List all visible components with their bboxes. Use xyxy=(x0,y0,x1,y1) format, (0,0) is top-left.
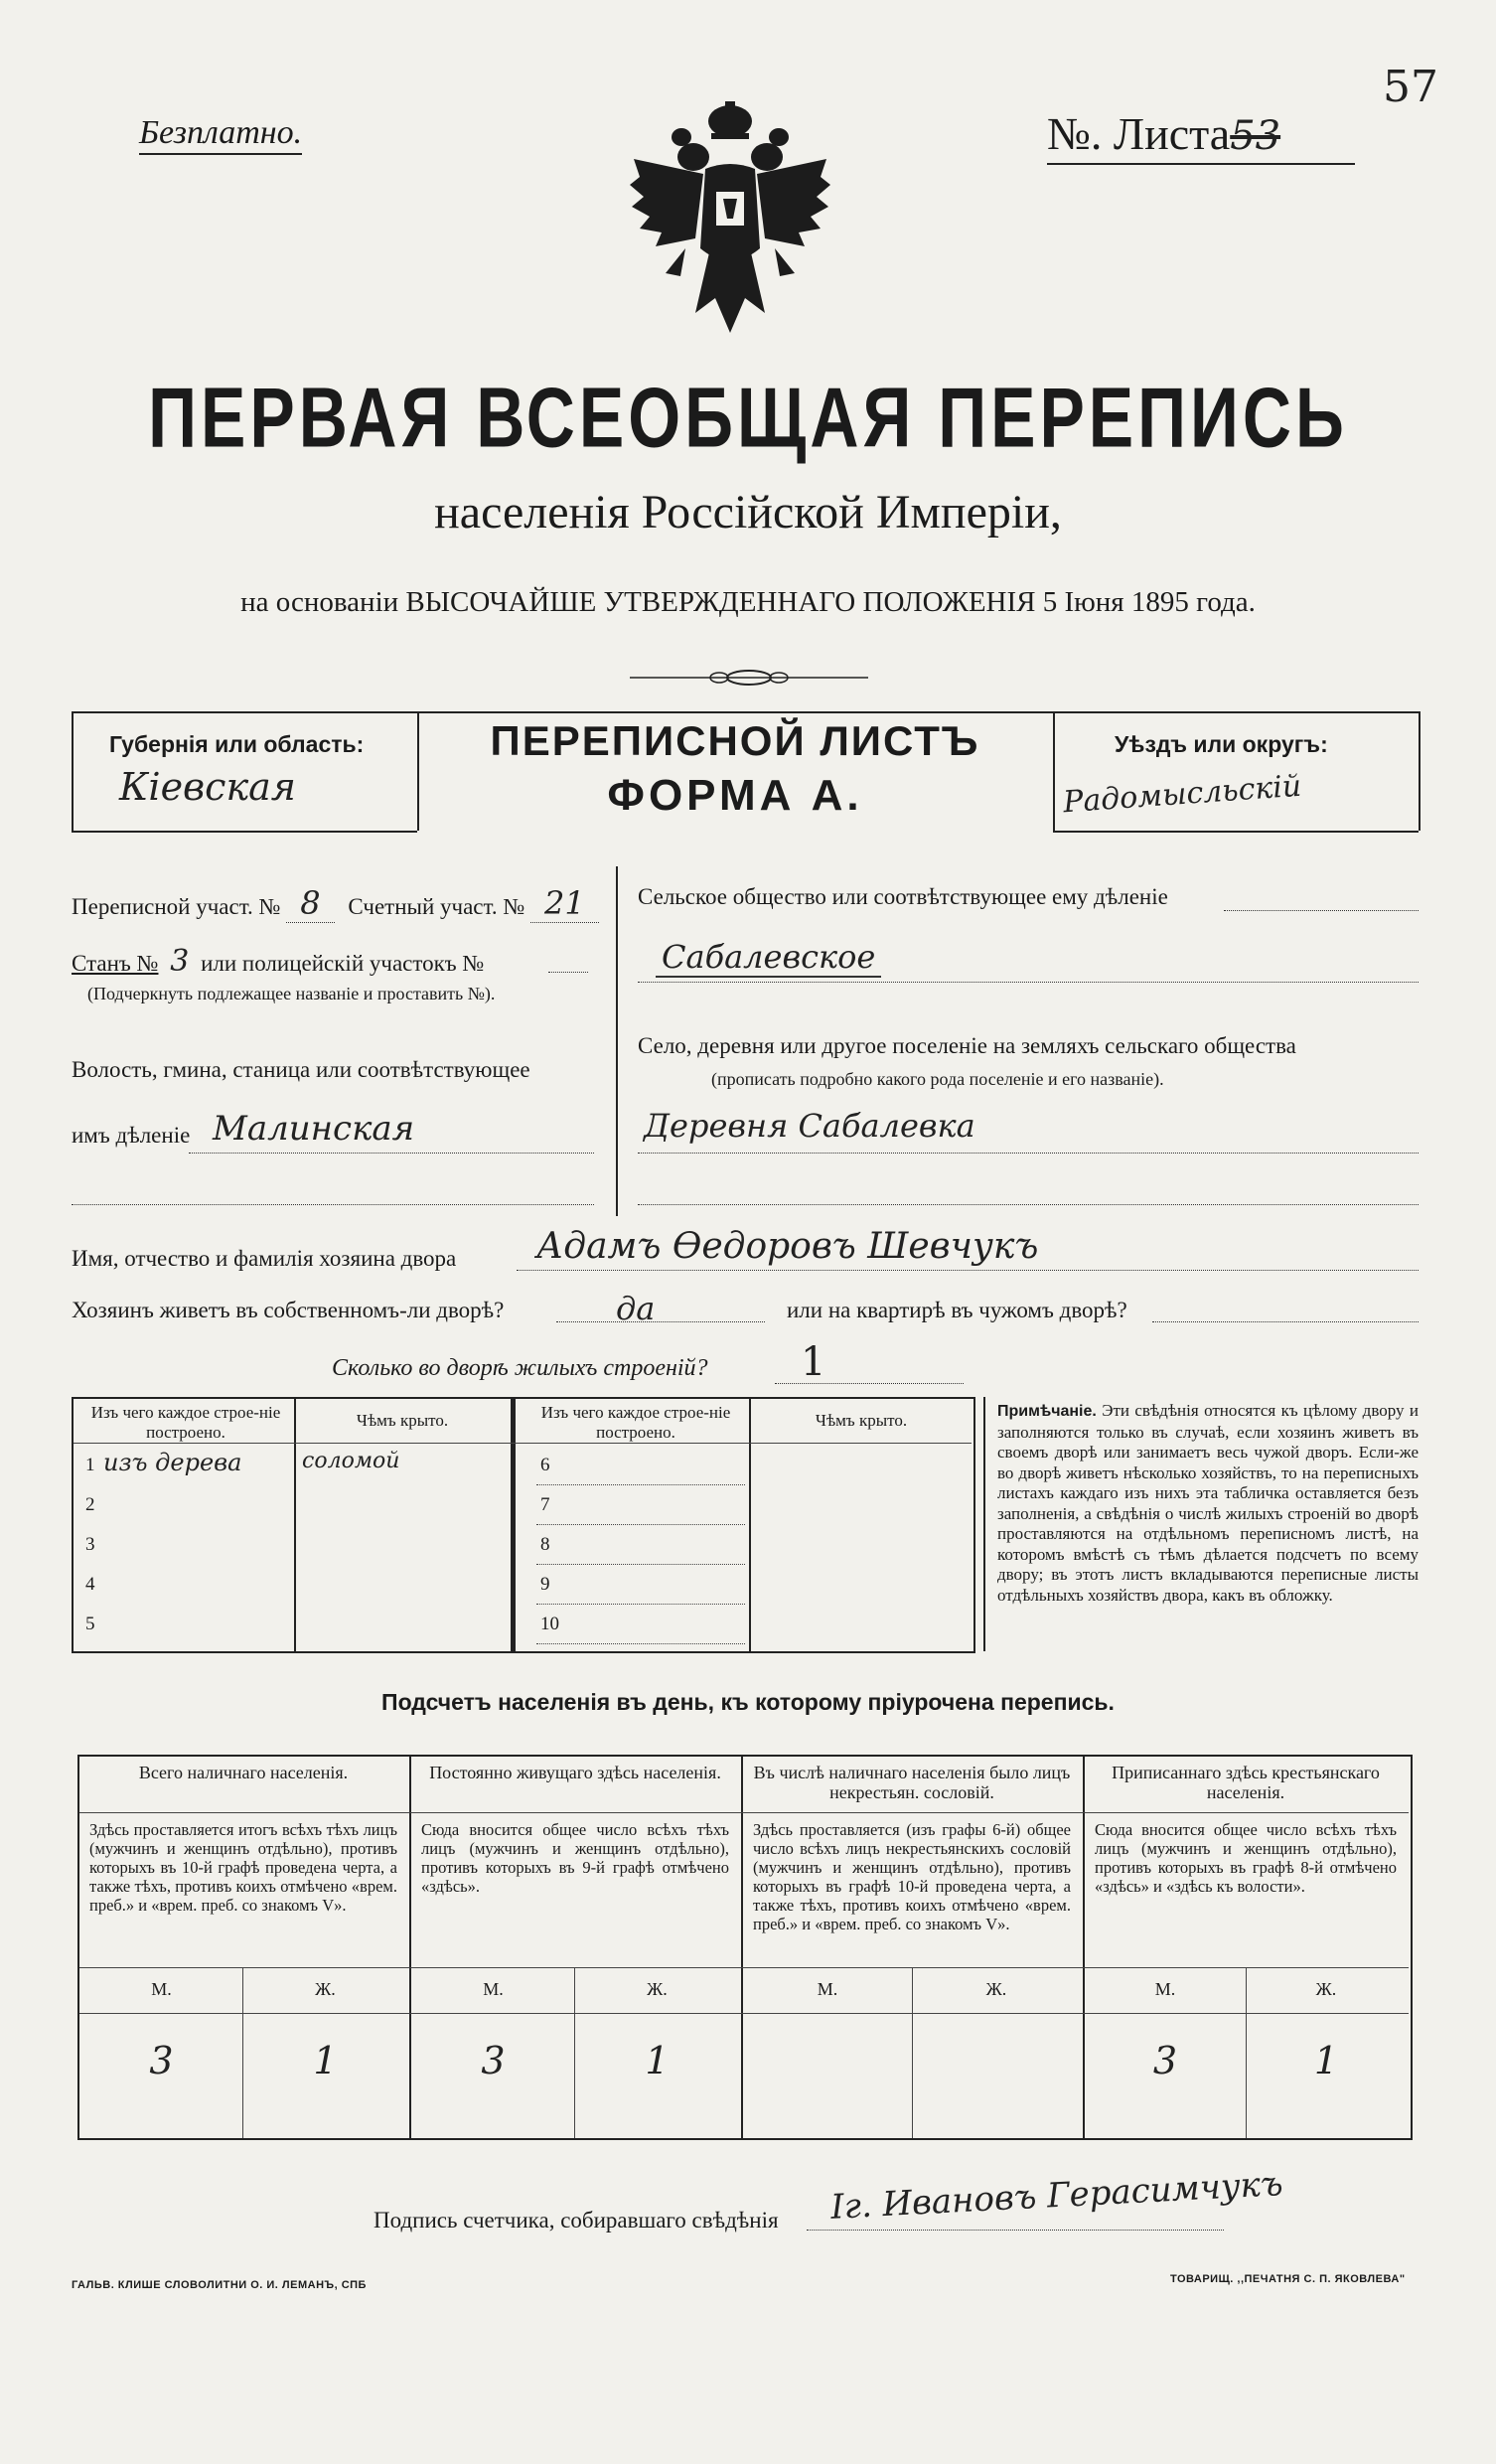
side-note-text: Эти свѣдѣнія относятся къ цѣлому двору и заполняются только въ случаѣ, если хозяинъ живетъ въ своемъ дворѣ или занимаетъ весь чужой дворъ. Если-же во дворѣ живетъ нѣсколько хозяйствъ, то на переписныхъ листахъ каждаго изъ нихъ эта табличка оставляется безъ заполненія, а свѣдѣнія о числѣ жилыхъ строеній во дворѣ проставляются на отдѣльномъ переписномъ листѣ, на которомъ вмѣстѣ съ тѣмъ дѣлается подсчетъ по всему двору; въ этотъ листъ вкладываются переписные листы отдѣльныхъ хозяйствъ двора, какъ въ обложку. xyxy=(997,1401,1419,1605)
header-right-edge xyxy=(1419,711,1421,831)
population-column-description: Сюда вносится общее число всѣхъ тѣхъ лицъ (мужчинъ и женщинъ отдѣльно), противъ которыхъ въ 9-й графѣ отмѣчено «здѣсь». xyxy=(421,1820,729,1896)
buildings-col-material-right: Изъ чего каждое строе-ніе построено. xyxy=(540,1403,731,1442)
village-note: (прописать подробно какого рода поселеніе и его названіе). xyxy=(711,1069,1164,1089)
owner-name-fill-line xyxy=(517,1270,1419,1271)
pop-mf-rule xyxy=(79,2013,1409,2014)
owner-name-value: Адамъ Өедоровъ Шевчукъ xyxy=(536,1226,1039,1267)
population-male-value: 3 xyxy=(1152,2039,1178,2082)
population-column-title: Всего наличнаго населенія. xyxy=(138,1763,349,1782)
signature-label: Подпись счетчика, собиравшаго свѣдѣнія xyxy=(374,2208,779,2233)
population-male-label: М. xyxy=(817,1979,838,1999)
buildings-row-number: 9 xyxy=(540,1574,550,1595)
pop-title-rule xyxy=(79,1812,1409,1813)
ornament-divider xyxy=(630,668,868,688)
schetny-label: Счетный участ. № xyxy=(348,894,525,919)
population-heading: Подсчетъ населенія въ день, къ которому пріурочена перепись. xyxy=(381,1689,1115,1715)
pop-desc-rule xyxy=(79,1967,1409,1968)
uezd-label: Уѣздъ или округъ: xyxy=(1115,731,1328,757)
buildings-row-roof: соломой xyxy=(302,1449,400,1473)
population-male-label: М. xyxy=(151,1979,172,1999)
buildings-table-col-3 xyxy=(749,1397,751,1651)
gubernia-label: Губернія или область: xyxy=(109,731,365,757)
society-fill-line-1 xyxy=(1224,910,1419,911)
population-female-label: Ж. xyxy=(647,1979,668,1999)
schetny-value: 21 xyxy=(530,884,599,923)
header-top-rule xyxy=(72,711,1419,713)
buildings-table-col-1 xyxy=(294,1397,296,1651)
buildings-col-roof-right: Чѣмъ крыто. xyxy=(815,1411,908,1430)
buildings-row-number: 8 xyxy=(540,1534,550,1555)
buildings-table-center-divider xyxy=(511,1397,516,1651)
population-female-label: Ж. xyxy=(985,1979,1007,1999)
buildings-row-number: 5 xyxy=(85,1614,95,1634)
uchastok-field xyxy=(72,884,599,922)
population-column-title: Въ числѣ наличнаго населенія было лицъ некрестьян. сословій. xyxy=(753,1763,1071,1802)
volost-value: Малинская xyxy=(213,1109,415,1149)
page-number: 57 xyxy=(1383,62,1438,112)
society-value: Сабалевское xyxy=(656,938,881,978)
population-column-description: Здѣсь проставляется итогъ всѣхъ тѣхъ лицъ (мужчинъ и женщинъ отдѣльно), противъ которыхъ въ 10-й графѣ проведена черта, а также тѣхъ, противъ коихъ отмѣчено «врем. преб.» и «врем. преб. со знакомъ V». xyxy=(89,1820,397,1915)
buildings-count-label: Сколько во дворѣ жилыхъ строеній? xyxy=(332,1355,708,1381)
village-fill-line-2 xyxy=(638,1204,1419,1205)
own-yard-fill-line xyxy=(556,1321,765,1322)
own-yard-label: Хозяинъ живетъ въ собственномъ-ли дворѣ? xyxy=(72,1298,505,1322)
buildings-count-value: 1 xyxy=(801,1339,826,1385)
village-value: Деревня Сабалевка xyxy=(644,1107,975,1145)
sheet-no-value: 53 xyxy=(1230,113,1281,159)
volost-label-1: Волость, гмина, станица или соотвѣтствующее xyxy=(72,1057,530,1082)
header-right-divider xyxy=(1053,711,1055,831)
buildings-row-number: 10 xyxy=(540,1614,559,1634)
village-fill-line-1 xyxy=(638,1153,1419,1154)
village-label: Село, деревня или другое поселеніе на земляхъ сельскаго общества xyxy=(638,1033,1296,1058)
buildings-row-rule xyxy=(536,1484,745,1485)
volost-label-2: имъ дѣленіе xyxy=(72,1123,191,1148)
footer-left: ГАЛЬВ. КЛИШЕ СЛОВОЛИТНИ О. И. ЛЕМАНЪ, СПБ xyxy=(72,2279,367,2291)
stan-field xyxy=(72,944,484,979)
buildings-row-rule xyxy=(536,1604,745,1605)
side-note-lead: Примѣчаніе. xyxy=(997,1403,1097,1420)
population-female-value: 1 xyxy=(1313,2039,1339,2082)
population-male-value: 3 xyxy=(149,2039,174,2082)
own-yard-value: да xyxy=(616,1290,656,1327)
stan-label: Станъ № xyxy=(72,951,159,976)
page-title: ПЕРВАЯ ВСЕОБЩАЯ ПЕРЕПИСЬ xyxy=(148,371,1348,466)
stan-note: (Подчеркнуть подлежащее названіе и проставить №). xyxy=(87,984,496,1003)
population-female-value: 1 xyxy=(313,2039,338,2082)
buildings-row-number: 6 xyxy=(540,1455,550,1475)
signature-value: Іг. Ивановъ Герасимчукъ xyxy=(829,2164,1284,2228)
header-left-edge xyxy=(72,711,74,831)
uezd-value: Радомысльскій xyxy=(1062,768,1303,821)
population-male-label: М. xyxy=(1154,1979,1176,1999)
police-label: или полицейскій участокъ № xyxy=(201,951,485,976)
volost-fill-line-1 xyxy=(189,1153,594,1154)
buildings-row-number: 4 xyxy=(85,1574,95,1595)
imperial-eagle-emblem xyxy=(626,99,834,348)
free-label: Безплатно. xyxy=(139,113,302,155)
buildings-table-header-rule xyxy=(74,1443,972,1444)
uchastok-label: Переписной участ. № xyxy=(72,894,281,919)
side-note xyxy=(997,1401,1419,1606)
side-note-left-rule xyxy=(983,1397,985,1651)
buildings-col-roof-left: Чѣмъ крыто. xyxy=(356,1411,449,1430)
header-left-bottom-rule xyxy=(72,831,417,833)
signature-fill-line xyxy=(807,2230,1224,2231)
rent-yard-label: или на квартирѣ въ чужомъ дворѣ? xyxy=(787,1298,1127,1322)
owner-name-label: Имя, отчество и фамилія хозяина двора xyxy=(72,1246,457,1271)
population-female-label: Ж. xyxy=(1315,1979,1337,1999)
basis-line: на основаніи ВЫСОЧАЙШЕ УТВЕРЖДЕННАГО ПОЛОЖЕНІЯ 5 Іюня 1895 года. xyxy=(240,586,1256,618)
population-column-description: Здѣсь проставляется (изъ графы 6-й) общее число всѣхъ лицъ некрестьянскихъ сословій (мужчинъ и женщинъ отдѣльно), противъ которыхъ въ графѣ 10-й проведена черта, а также тѣхъ, противъ коихъ отмѣчено «врем. преб.» и «врем. преб. со знакомъ V». xyxy=(753,1820,1071,1933)
population-column-title: Постоянно живущаго здѣсь населенія. xyxy=(429,1763,721,1782)
buildings-row-number: 7 xyxy=(540,1494,550,1515)
police-fill-line xyxy=(548,972,588,973)
population-male-value: 3 xyxy=(481,2039,506,2082)
buildings-row-number: 1 xyxy=(85,1455,95,1475)
buildings-row-number: 3 xyxy=(85,1534,95,1555)
volost-fill-line-2 xyxy=(72,1204,594,1205)
society-label: Сельское общество или соотвѣтствующее ему дѣленіе xyxy=(638,884,1168,909)
population-male-label: М. xyxy=(483,1979,504,1999)
header-right-bottom-rule xyxy=(1053,831,1419,833)
buildings-row-rule xyxy=(536,1564,745,1565)
fields-vertical-divider xyxy=(616,866,618,1216)
buildings-count-fill-line xyxy=(775,1383,964,1384)
buildings-col-material-left: Изъ чего каждое строе-ніе построено. xyxy=(90,1403,281,1442)
form-title: ПЕРЕПИСНОЙ ЛИСТЪ xyxy=(490,717,980,764)
buildings-row-material: изъ дерева xyxy=(103,1449,242,1476)
buildings-row-number: 2 xyxy=(85,1494,95,1515)
form-subtitle: ФОРМА А. xyxy=(607,771,863,820)
population-female-value: 1 xyxy=(645,2039,670,2082)
gubernia-value: Кіевская xyxy=(119,765,296,809)
sheet-number-label xyxy=(1047,109,1280,161)
buildings-row-rule xyxy=(536,1524,745,1525)
rent-yard-fill-line xyxy=(1152,1321,1419,1322)
sheet-no-label: №. Листа xyxy=(1047,108,1231,159)
society-fill-line-2 xyxy=(638,982,1419,983)
sheet-no-underline xyxy=(1047,163,1355,165)
population-female-label: Ж. xyxy=(315,1979,336,1999)
page-subtitle: населенія Россійской Имперіи, xyxy=(434,486,1062,539)
uchastok-value: 8 xyxy=(286,884,334,923)
footer-right: ТОВАРИЩ. ,,ПЕЧАТНЯ С. П. ЯКОВЛЕВА" xyxy=(1170,2273,1406,2285)
population-column-title: Приписаннаго здѣсь крестьянскаго населенія. xyxy=(1112,1763,1380,1802)
population-column-description: Сюда вносится общее число всѣхъ тѣхъ лицъ (мужчинъ и женщинъ отдѣльно), противъ которыхъ въ графѣ 8-й отмѣчено «здѣсь» и «здѣсь къ волости». xyxy=(1095,1820,1397,1896)
buildings-row-rule xyxy=(536,1643,745,1644)
stan-value: 3 xyxy=(170,944,190,979)
